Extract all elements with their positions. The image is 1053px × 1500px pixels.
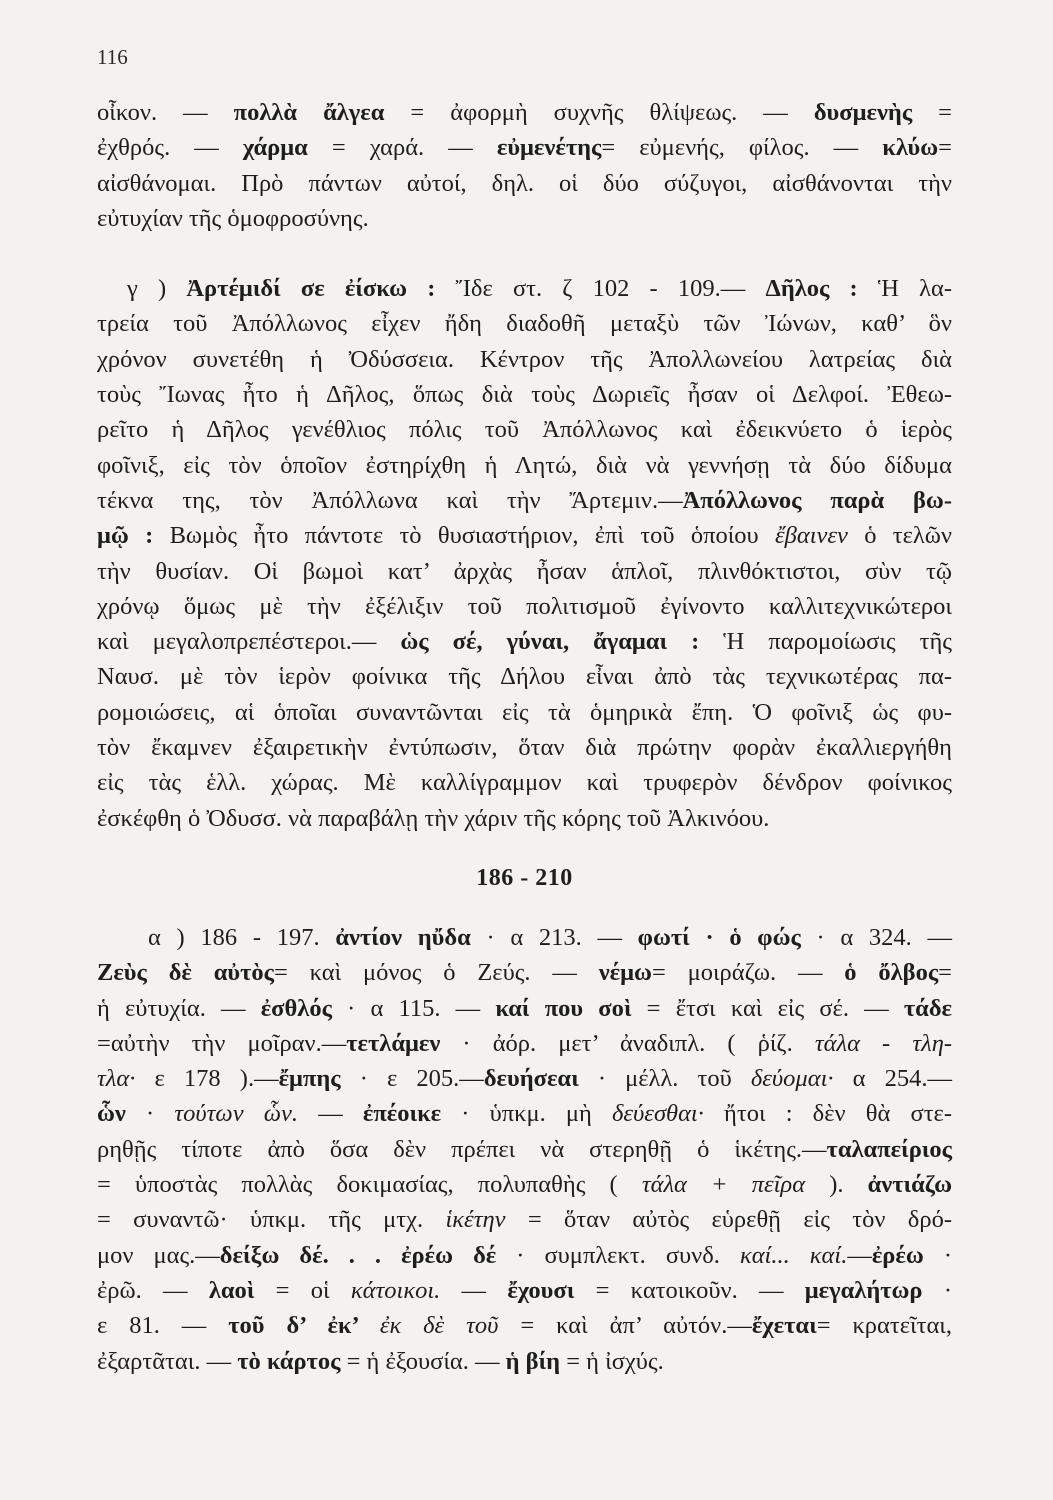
bold-term: καί που σοὶ (495, 994, 632, 1022)
bold-term: ὧν (97, 1100, 126, 1128)
bold-term: ταλαπείριος (826, 1135, 952, 1163)
text-run: · (923, 1241, 952, 1269)
text-line (97, 448, 952, 483)
bold-term: ἔχεται (751, 1312, 817, 1340)
text-line (97, 201, 952, 236)
bold-term: κλύω (882, 134, 939, 162)
bold-term: ἀντιάζω (867, 1171, 952, 1199)
text-run: · α 213. — (470, 923, 638, 951)
bold-term: ὁ ὄλβος (844, 959, 939, 987)
text-line (97, 1308, 952, 1343)
bold-term: ἔχουσι (507, 1276, 575, 1304)
section-heading: 186 - 210 (476, 864, 573, 891)
text-line (97, 1061, 952, 1096)
italic-text: τλα· (97, 1065, 136, 1093)
text-run: = ἔτσι καὶ εἰς σέ. — (631, 994, 904, 1022)
text-line (97, 801, 952, 836)
text-run: — (440, 1276, 508, 1304)
text-line (97, 412, 952, 447)
italic-text: τάλα - τλη- (814, 1029, 953, 1057)
bold-term: ἐρέω (871, 1241, 924, 1269)
text-run: ρηθῇς τίποτε ἀπὸ ὅσα δὲν πρέπει νὰ στερηθῇ ὁ ἱκέτης.— (97, 1135, 827, 1163)
text-run: = ἡ ἰσχύς. (560, 1347, 664, 1375)
italic-text: δεύεσθαι· (612, 1100, 704, 1128)
text-run: = (938, 134, 952, 162)
bold-term: ἐπέοικε (362, 1100, 442, 1128)
text-line (97, 624, 952, 659)
bold-term: μεγαλήτωρ (804, 1276, 923, 1304)
text-line (97, 991, 952, 1026)
text-run: = οἱ (254, 1276, 351, 1304)
commentary-lower (97, 920, 952, 1379)
italic-text: ἐκ δὲ τοῦ (379, 1312, 499, 1340)
text-run: οἶκον. — (97, 99, 234, 126)
text-line (97, 271, 952, 306)
text-run: ἡ εὐτυχία. — (97, 994, 261, 1022)
text-run: · (125, 1100, 175, 1128)
text-run: γ ) (127, 275, 187, 303)
text-line (97, 483, 952, 518)
text-run: εἰς τὰς ἑλλ. χώρας. Μὲ καλλίγραμμον καὶ τρυφερὸν δένδρον φοίνικος (97, 769, 952, 797)
text-line (97, 306, 952, 341)
text-line (97, 554, 952, 589)
text-run: = εὐμενής, φίλος. — (601, 134, 883, 162)
bold-term: λαοὶ (208, 1276, 255, 1304)
text-run: = ὅταν αὐτὸς εὑρεθῇ εἰς τὸν δρό- (505, 1206, 952, 1234)
text-run: ἐξαρτᾶται. — (97, 1347, 238, 1375)
text-run: =αὐτὴν τὴν μοῖραν.— (97, 1029, 347, 1057)
text-run: = κρατεῖται, (816, 1312, 952, 1340)
bold-term: ὡς σέ, γύναι, ἄγαμαι : (400, 628, 700, 656)
bold-term: νέμω (598, 959, 652, 987)
text-line (97, 377, 952, 412)
text-run: Ἴδε στ. ζ 102 - 109.— (435, 275, 766, 303)
text-line (97, 166, 952, 201)
italic-text: τάλα + πεῖρα (641, 1171, 806, 1199)
text-run: · συμπλεκτ. συνδ. (496, 1241, 740, 1269)
text-line (97, 1167, 952, 1202)
text-line (97, 130, 952, 165)
text-line (97, 589, 952, 624)
bold-term: χάρμα (242, 134, 308, 162)
text-line (97, 920, 952, 955)
bold-term: Ἀρτέμιδί σε ἐίσκω : (186, 275, 436, 303)
page-number: 116 (97, 45, 128, 69)
text-line (97, 1026, 952, 1061)
italic-text: κάτοικοι. (350, 1276, 441, 1304)
bold-term: ἀντίον ηὔδα (335, 923, 471, 951)
text-run: = συναντῶ· ὑπκμ. τῆς μτχ. (97, 1206, 446, 1234)
bold-term: Δῆλος : (765, 275, 858, 303)
text-run: α 254.— (833, 1065, 952, 1093)
text-line (97, 765, 952, 800)
text-run: τρεία τοῦ Ἀπόλλωνος εἶχεν ἤδη διαδοθῆ μεταξὺ τῶν Ἰώνων, καθ’ ὃν (97, 310, 952, 338)
italic-text: ἔβαινεν (774, 522, 848, 550)
bold-term: μῷ : (97, 522, 154, 550)
text-run: = καὶ μόνος ὁ Ζεύς. — (273, 959, 599, 987)
text-run: = (938, 959, 952, 987)
text-run: = (912, 99, 952, 126)
italic-text: ἱκέτην (445, 1206, 506, 1234)
text-run: — (847, 1241, 872, 1269)
text-run: — (298, 1100, 363, 1128)
text-run: χρόνῳ ὅμως μὲ τὴν ἐξέλιξιν τοῦ πολιτισμοῦ ἐγίνοντο καλλιτεχνικώτεροι (97, 592, 952, 620)
text-line (97, 955, 952, 990)
text-run: = κατοικοῦν. — (574, 1276, 805, 1304)
text-run: ρομοιώσεις, αἱ ὁποῖαι συναντῶνται εἰς τὰ ὁμηρικὰ ἔπη. Ὁ φοῖνιξ ὡς φυ- (97, 698, 952, 726)
text-run: φοῖνιξ, εἰς τὸν ὁποῖον ἐστηρίχθη ἡ Λητώ, διὰ νὰ γεννήσῃ τὰ δύο δίδυμα (97, 451, 952, 479)
text-run: τέκνα της, τὸν Ἀπόλλωνα καὶ τὴν Ἄρτεμιν.— (97, 486, 683, 514)
bold-term: τετλάμεν (346, 1029, 441, 1057)
bold-term: πολλὰ ἄλγεα (233, 99, 385, 126)
text-run: = ὑποστὰς πολλὰς δοκιμασίας, πολυπαθὴς ( (97, 1171, 642, 1199)
text-run: ). (805, 1171, 868, 1199)
text-run: = μοιράζω. — (651, 959, 845, 987)
text-run: ἐρῶ. — (97, 1276, 209, 1304)
text-run: ἐσκέφθη ὁ Ὀδυσσ. νὰ παραβάλῃ τὴν χάριν τῆς κόρης τοῦ Ἀλκινόου. (97, 804, 770, 832)
text-run: εὐτυχίαν τῆς ὁμοφροσύνης. (97, 204, 369, 232)
bold-term: φωτί · ὁ φώς (637, 923, 801, 951)
text-run: Βωμὸς ἦτο πάντοτε τὸ θυσιαστήριον, ἐπὶ τοῦ ὁποίου (153, 522, 775, 550)
bold-term: δευήσεαι (483, 1065, 579, 1093)
bold-term: τοῦ δ’ ἐκ’ (228, 1312, 380, 1340)
text-run: · (922, 1276, 952, 1304)
text-line (97, 342, 952, 377)
text-run: ὁ τελῶν (847, 522, 952, 550)
bold-term: ἔμπης (278, 1065, 341, 1093)
text-line (97, 1202, 952, 1237)
text-line (97, 1132, 952, 1167)
commentary-upper (97, 95, 952, 836)
bold-term: εὐμενέτης (496, 134, 602, 162)
text-line (97, 518, 952, 553)
paragraph (97, 271, 952, 836)
text-run: τὴν θυσίαν. Οἱ βωμοὶ κατ’ ἀρχὰς ἦσαν ἁπλοῖ, πλινθόκτιστοι, σὺν τῷ (97, 557, 952, 585)
paragraph (97, 95, 952, 236)
text-run: ἤτοι : δὲν θὰ στε- (703, 1100, 952, 1128)
bold-term: Ἀπόλλωνος παρὰ βω- (682, 486, 953, 514)
text-line (97, 659, 952, 694)
italic-text: καί... καί. (739, 1241, 848, 1269)
text-run: · ε 205.— (340, 1065, 484, 1093)
bold-term: ἡ βίη (505, 1347, 561, 1375)
text-run: = καὶ ἀπ’ αὐτόν.— (498, 1312, 752, 1340)
italic-text: τούτων ὧν. (174, 1100, 299, 1128)
text-run: Ἡ παρομοίωσις τῆς (699, 628, 953, 656)
text-run: · ἀόρ. μετ’ ἀναδιπλ. ( ῥίζ. (440, 1029, 815, 1057)
text-run: Ἡ λα- (857, 275, 952, 303)
italic-text: δεύομαι· (750, 1065, 834, 1093)
text-run: = ἀφορμὴ συχνῆς θλίψεως. — (384, 99, 814, 126)
bold-term: ἐσθλός (260, 994, 332, 1022)
text-line (97, 95, 952, 130)
text-run: ε 178 ).— (135, 1065, 279, 1093)
text-line (97, 1238, 952, 1273)
text-run: τὸν ἔκαμνεν ἐξαιρετικὴν ἐντύπωσιν, ὅταν διὰ πρώτην φορὰν ἐκαλλιεργήθη (97, 734, 952, 762)
bold-term: τὸ κάρτος (237, 1347, 341, 1375)
text-run: ρεῖτο ἡ Δῆλος γενέθλιος πόλις τοῦ Ἀπόλλωνος καὶ ἐδεικνύετο ὁ ἱερὸς (97, 416, 952, 444)
text-run: = ἡ ἐξουσία. — (340, 1347, 506, 1375)
text-run: ε 81. — (97, 1312, 229, 1340)
text-run: · μέλλ. τοῦ (578, 1065, 751, 1093)
text-run: = χαρά. — (307, 134, 497, 162)
text-run: μον μας.— (97, 1241, 220, 1269)
text-run: · α 115. — (331, 994, 496, 1022)
text-line (97, 1344, 952, 1379)
text-line (97, 695, 952, 730)
bold-term: Ζεὺς δὲ αὐτὸς (97, 959, 274, 987)
text-line (97, 730, 952, 765)
text-run: · α 324. — (800, 923, 953, 951)
text-run: Ναυσ. μὲ τὸν ἱερὸν φοίνικα τῆς Δήλου εἶναι ἀπὸ τὰς τεχνικωτέρας πα- (97, 663, 952, 691)
text-line (97, 1273, 952, 1308)
paragraph (97, 920, 952, 1379)
text-run: ἐχθρός. — (97, 134, 243, 162)
text-line (97, 1096, 952, 1131)
text-run: α ) 186 - 197. (148, 923, 336, 951)
text-run: χρόνον συνετέθη ἡ Ὀδύσσεια. Κέντρον τῆς Ἀπολλωνείου λατρείας διὰ (97, 345, 952, 373)
text-run: · ὑπκμ. μὴ (441, 1100, 613, 1128)
bold-term: δυσμενὴς (813, 99, 913, 126)
page-body (97, 95, 952, 1379)
bold-term: δείξω δέ. . . ἐρέω δέ (219, 1241, 497, 1269)
text-run: αἰσθάνομαι. Πρὸ πάντων αὐτοί, δηλ. οἱ δύο σύζυγοι, αἰσθάνονται τὴν (97, 169, 952, 197)
bold-term: τάδε (903, 994, 953, 1022)
text-run: τοὺς Ἴωνας ἦτο ἡ Δῆλος, ὅπως διὰ τοὺς Δωριεῖς ἦσαν οἱ Δελφοί. Ἐθεω- (97, 381, 952, 409)
text-run: καὶ μεγαλοπρεπέστεροι.— (97, 628, 401, 656)
